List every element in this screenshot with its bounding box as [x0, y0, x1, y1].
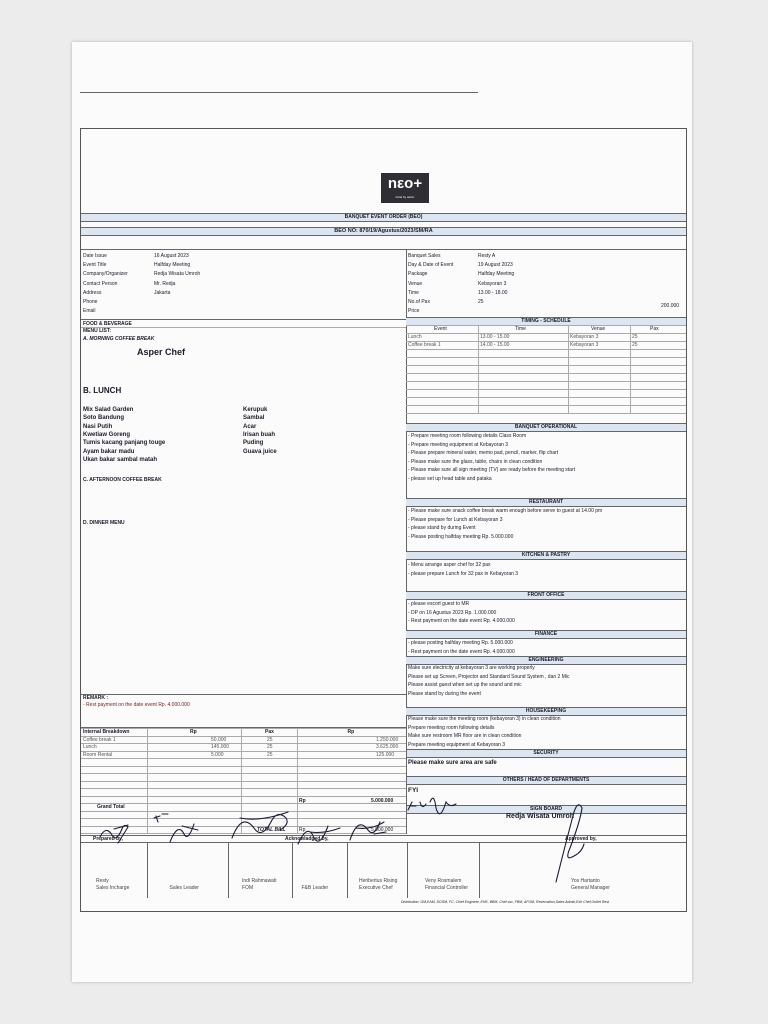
schedule-cell: 25 — [632, 334, 638, 340]
lunch-menu-item: Soto Bandung — [83, 415, 124, 422]
hotel-logo: nεo+ hotel by aston — [381, 173, 429, 203]
signatory-role: F&B Leader — [301, 885, 329, 891]
asper-chef: Asper Chef — [137, 347, 186, 357]
info-label: Email — [83, 308, 96, 315]
section-item: - please posting halfday meeting Rp. 5.000.000 — [408, 640, 513, 646]
menu-list-label: MENU LIST: — [83, 328, 112, 334]
info-label: Company/Organizer — [83, 271, 128, 278]
info-label: Address — [83, 289, 102, 296]
afternoon-coffee-break: C. AFTERNOON COFFEE BREAK — [83, 477, 162, 483]
section-item: - Please make sure snack coffee break warm enough before serve to guest at 14.00 pm — [408, 508, 603, 514]
breakdown-cell: 25 — [267, 736, 273, 743]
breakdown-cell: 145.000 — [211, 744, 230, 750]
lunch-menu-item: Kerupuk — [243, 407, 268, 413]
schedule-cell: 13.00 - 15.00 — [480, 334, 510, 340]
section-item: - Rest payment on the date event Rp. 4.000.000 — [408, 618, 515, 625]
section-item: - Menu arrange asper chef for 32 pax — [408, 562, 491, 568]
info-value: Kebayoran 3 — [478, 280, 507, 287]
info-label: Event Title — [83, 262, 107, 269]
remark-title: REMARK : — [83, 695, 108, 701]
schedule-cell: 25 — [632, 342, 638, 348]
section-item: - Please prepare mineral water, memo pad, pencil, marker, flip chart — [408, 450, 559, 457]
info-label: Price — [408, 308, 420, 315]
info-value: 19 August 2023 — [478, 262, 513, 269]
section-item: - Rest payment on the date event Rp. 4.000.000 — [408, 648, 515, 655]
breakdown-cell: 3.625.000 — [376, 744, 399, 750]
dinner-menu: D. DINNER MENU — [83, 520, 125, 526]
lunch-menu-item: Ukan bakar sambal matah — [83, 456, 158, 463]
info-label: Package — [408, 271, 428, 278]
signatory-role: Sales Incharge — [96, 885, 130, 891]
info-label: Phone — [83, 299, 98, 305]
breakdown-cell: Room Rental — [83, 751, 113, 758]
remark-text: - Rest payment on the date event Rp. 4.000.000 — [83, 702, 190, 708]
others-title: OTHERS / HEAD OF DEPARTMENTS — [406, 776, 686, 785]
section-item: - Please make sure the glass, table, chairs in clean condition — [408, 458, 543, 465]
section-item: Please assist guest when set up the sound and mic — [408, 682, 522, 689]
document-sheet — [72, 42, 692, 982]
schedule-cell: Kebayoran 3 — [570, 334, 599, 340]
breakdown-cell: 125.000 — [376, 751, 395, 758]
section-item: - Prepare meeting room following details Class Room — [408, 433, 527, 439]
info-value: Mr. Redja — [154, 280, 176, 287]
breakdown-cell: Coffee break 1 — [83, 736, 116, 743]
signatory-name: Resty — [96, 878, 109, 884]
info-label: Day & Date of Event — [408, 262, 454, 269]
breakdown-header: Rp — [190, 729, 197, 735]
section-item: Prepare meeting room following details — [408, 724, 495, 731]
banquet-operational-title: BANQUET OPERATIONAL — [406, 423, 686, 432]
section-item: Prepare meeting equipment at Kebayoran 3 — [408, 741, 506, 748]
signatory-name: Heribertus Rising — [359, 878, 398, 884]
security-text: Please make sure area are safe — [408, 760, 497, 766]
signatory-role: Sales Leader — [169, 885, 199, 891]
acknowledged-by-label: Acknowladged by, — [285, 836, 329, 842]
beo-number: BEO NO: 870/19/Agustus/2023/SM/RA — [81, 227, 686, 236]
section-item: - please escort guest to MR — [408, 601, 470, 607]
breakdown-header: Pax — [265, 729, 274, 735]
engineering-title: ENGINEERING — [406, 656, 686, 665]
breakdown-cell: 25 — [267, 744, 273, 750]
signature-fom — [232, 812, 288, 838]
section-item: - please stand by during Event — [408, 525, 476, 532]
grand-total-rp: Rp — [299, 797, 306, 804]
finance-title: FINANCE — [406, 630, 686, 639]
breakdown-cell: 5.000 — [211, 751, 224, 758]
sign-board-title: SIGN BOARD — [406, 805, 686, 814]
breakdown-cell: 25 — [267, 751, 273, 758]
morning-coffee-break: A. MORNING COFFEE BREAK — [83, 336, 155, 342]
section-item: - DP on 16 Agustus 2023 Rp. 1.000.000 — [408, 609, 497, 616]
signature-general-manager — [556, 805, 584, 882]
signature-financial-controller — [408, 798, 456, 814]
lunch-menu-item: Puding — [243, 440, 264, 447]
lunch-menu-item: Irisan buah — [243, 431, 276, 438]
section-item: Please set up Screen, Projector and Standard Sound System , dan 2 Mic — [408, 673, 570, 680]
info-label: Contact Person — [83, 280, 118, 287]
breakdown-cell: 1.250.000 — [376, 736, 399, 743]
section-item: Please stand by during the event — [408, 690, 481, 697]
section-item: - Please posting halfday meeting Rp. 5.000.000 — [408, 533, 514, 540]
front-office-title: FRONT OFFICE — [406, 591, 686, 600]
info-value: Halfday Meeting — [154, 262, 191, 269]
info-value: 13.00 - 18.00 — [478, 289, 508, 296]
lunch-menu-item: Guava juice — [243, 448, 277, 455]
info-value: 25 — [478, 299, 484, 305]
section-item: Make sure electricity at kebayoran 3 are working properly — [408, 665, 535, 671]
lunch-menu-item: Sambal — [243, 415, 265, 422]
section-item: - Prepare meeting equipment at Kebayoran 3 — [408, 441, 509, 448]
section-item: - Please make sure all sign meeting (TV) are ready before the meeting start — [408, 467, 576, 474]
info-value: 16 August 2023 — [154, 253, 189, 259]
info-value: Redja Wisata Umroh — [154, 271, 201, 278]
lunch-menu-item: Acar — [243, 423, 257, 430]
kitchen-title: KITCHEN & PASTRY — [406, 551, 686, 560]
info-value: Jakarta — [154, 289, 171, 296]
others-text: FYI — [408, 787, 419, 794]
info-label: No.of Pax — [408, 299, 430, 305]
signature-sales-leader — [170, 824, 198, 842]
lunch-menu-item: Ayam bakar madu — [83, 448, 135, 455]
section-item: - please prepare Lunch for 32 pax in Kebayoran 3 — [408, 570, 519, 577]
restaurant-title: RESTAURANT — [406, 498, 686, 507]
signature-fb-leader — [298, 826, 340, 844]
info-label: Banquet Sales — [408, 253, 441, 259]
signatory-role: Financial Controller — [425, 885, 469, 891]
info-label: Time — [408, 289, 419, 296]
schedule-header: Venue — [591, 326, 606, 332]
lunch-menu-item: Tumis kacang panjang touge — [83, 440, 166, 447]
schedule-cell: 14.00 - 15.00 — [480, 342, 510, 348]
signatory-name: Veny Rosmalem — [425, 878, 462, 884]
form-title: BANQUET EVENT ORDER (BEO) — [81, 213, 686, 222]
price-value: 200.000 — [661, 303, 680, 309]
signatory-role: General Manager — [571, 885, 610, 891]
signatory-role: FOM — [242, 885, 254, 891]
section-item: Please make sure the meeting room (kebayoran 3) in clean condition — [408, 716, 561, 722]
lunch-title: B. LUNCH — [83, 386, 122, 395]
info-value: Resty A — [478, 253, 496, 259]
lunch-menu-item: Mix Salad Garden — [83, 407, 134, 413]
schedule-header: Time — [515, 326, 526, 332]
schedule-header: Pax — [650, 326, 659, 332]
schedule-cell: Lunch — [408, 334, 422, 340]
total-bill-label: TOTAL BILL — [257, 826, 286, 833]
breakdown-cell: 50.000 — [211, 736, 227, 743]
signature-resty — [100, 825, 128, 843]
info-value: Halfday Meeting — [478, 271, 515, 278]
signatory-name: Yos Hartanto — [571, 878, 600, 884]
section-item: - Please prepare for Lunch at Kebayoran 3 — [408, 516, 503, 523]
info-label: Date Issue — [83, 253, 107, 259]
grand-total-value: 5.000.000 — [371, 797, 394, 804]
grand-total-label: Grand Total — [97, 804, 125, 810]
breakdown-header: Internal Breakdown — [83, 729, 130, 735]
breakdown-cell: Lunch — [83, 744, 97, 750]
signature-executive-chef — [350, 822, 386, 840]
info-label: Venue — [408, 280, 423, 287]
sign-board-text: Redja Wisata Umroh — [506, 813, 575, 820]
breakdown-header: Rp — [347, 729, 355, 735]
schedule-cell: Coffee break 1 — [408, 342, 441, 348]
security-title: SECURITY — [406, 749, 686, 758]
total-bill-value: 5.000.000 — [371, 826, 394, 833]
signatory-name: Indi Rahmawati — [242, 878, 277, 884]
schedule-title: TIMING - SCHEDULE — [406, 317, 686, 326]
handwritten-signatures — [72, 42, 692, 982]
schedule-header: Event — [434, 326, 447, 332]
approved-by-label: Approved by, — [565, 836, 597, 842]
section-item: Make sure restroom MR floor are in clean condition — [408, 733, 522, 740]
lunch-menu-item: Kwetiaw Goreng — [83, 431, 131, 438]
distribution-list: Distribution: GM,EAM, DOSM, FC, Chief Engineer, EHK, BBM, Chef ssc, FBM, AFOM, Reservation,Sales Admin,Exh Chef,Outlet Rest — [401, 900, 610, 904]
schedule-cell: Kebayoran 3 — [570, 342, 599, 348]
food-title: FOOD & BEVERAGE — [83, 321, 132, 327]
section-item: - please set up head table and pataka — [408, 476, 492, 482]
prepared-by-label: Prepared by, — [93, 836, 123, 842]
lunch-menu-item: Nasi Putih — [83, 423, 113, 430]
housekeeping-title: HOUSEKEEPING — [406, 707, 686, 716]
total-bill-rp: Rp — [299, 826, 306, 833]
initial-sales-leader — [154, 814, 168, 822]
signatory-role: Executive Chef — [359, 885, 393, 891]
